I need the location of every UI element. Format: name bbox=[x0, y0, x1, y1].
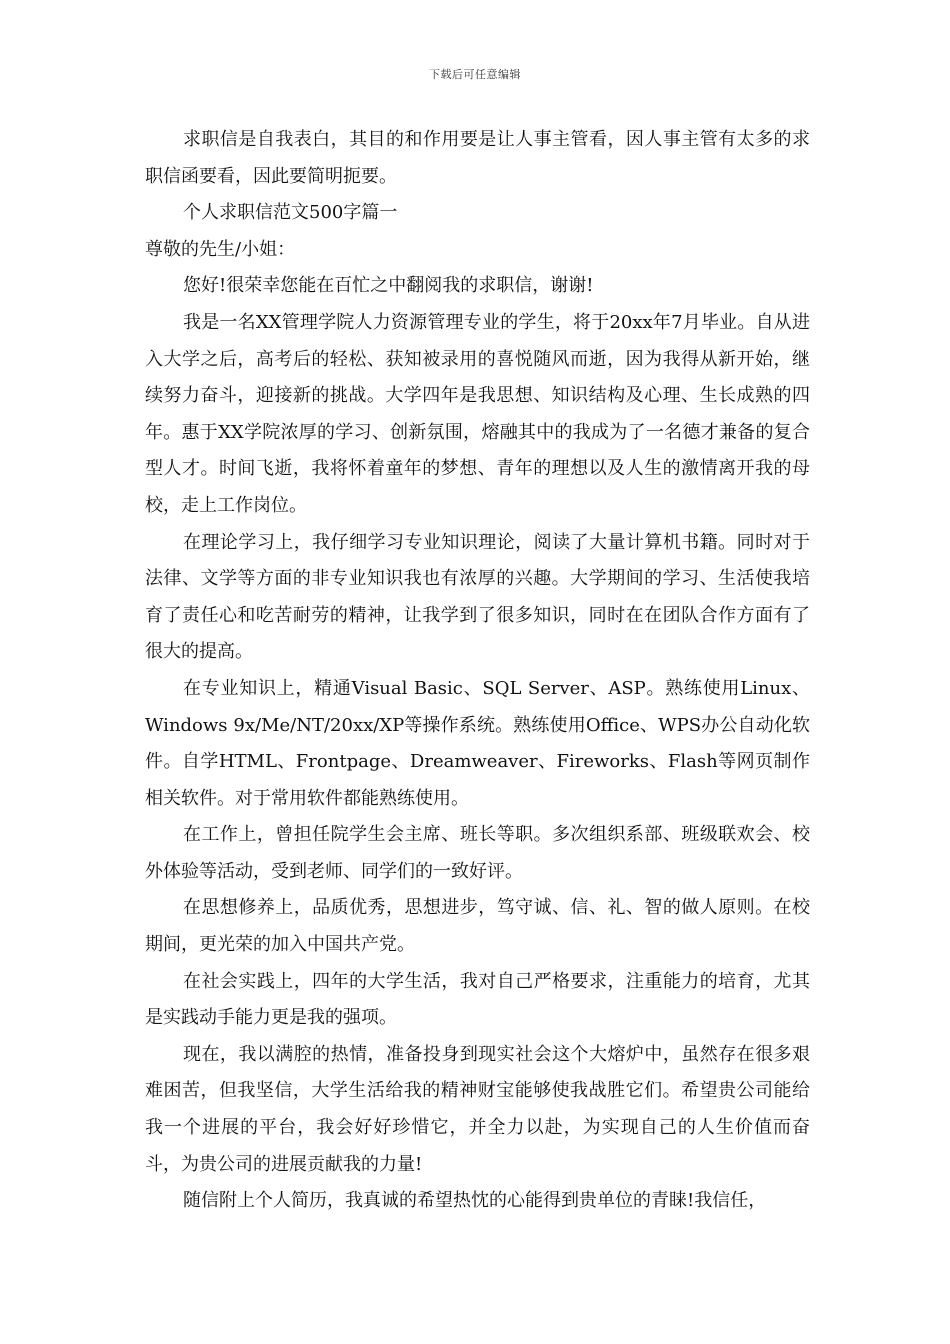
letter-body bbox=[145, 122, 810, 1220]
paragraph-self-intro: 我是一名XX管理学院人力资源管理专业的学生，将于20xx年7月毕业。自从进入大学之后，高考后的轻松、获知被录用的喜悦随风而逝，因为我得从新开始，继续努力奋斗，迎接新的挑战。大学四年是我思想、知识结构及心理、生长成熟的四年。惠于XX学院浓厚的学习、创新氛围，熔融其中的我成为了一名德才兼备的复合型人才。时间飞逝，我将怀着童年的梦想、青年的理想以及人生的激情离开我的母校，走上工作岗位。 bbox=[145, 311, 810, 516]
paragraph-intro: 求职信是自我表白，其目的和作用要是让人事主管看，因人事主管有太多的求职信函要看，因此要简明扼要。 bbox=[145, 129, 810, 187]
paragraph-title: 个人求职信范文500字篇一 bbox=[183, 202, 398, 224]
paragraph-professional-skills: 在专业知识上，精通Visual Basic、SQL Server、ASP。熟练使用Linux、Windows 9x/Me/NT/20xx/XP等操作系统。熟练使用Office、WPS办公自动化软件。自学HTML、Frontpage、Dreamweaver、Fireworks、Flash等网页制作相关软件。对于常用软件都能熟练使用。 bbox=[145, 677, 810, 809]
page-header-note: 下载后可任意编辑 bbox=[429, 68, 521, 81]
paragraph-work-experience: 在工作上，曾担任院学生会主席、班长等职。多次组织系部、班级联欢会、校外体验等活动，受到老师、同学们的一致好评。 bbox=[145, 824, 810, 882]
paragraph-aspiration: 现在，我以满腔的热情，准备投身到现实社会这个大熔炉中，虽然存在很多艰难困苦，但我坚信，大学生活给我的精神财宝能够使我战胜它们。希望贵公司能给我一个进展的平台，我会好好珍惜它，并全力以赴，为实现自己的人生价值而奋斗，为贵公司的进展贡献我的力量! bbox=[145, 1043, 810, 1175]
paragraph-ideology: 在思想修养上，品质优秀，思想进步，笃守诚、信、礼、智的做人原则。在校期间，更光荣的加入中国共产党。 bbox=[145, 897, 810, 956]
paragraph-salutation: 尊敬的先生/小姐： bbox=[145, 238, 296, 260]
paragraph-greeting: 您好!很荣幸您能在百忙之中翻阅我的求职信，谢谢! bbox=[183, 275, 594, 297]
paragraph-closing: 随信附上个人简历，我真诚的希望热忱的心能得到贵单位的青睐!我信任， bbox=[183, 1190, 767, 1212]
paragraph-theory-study: 在理论学习上，我仔细学习专业知识理论，阅读了大量计算机书籍。同时对于法律、文学等方面的非专业知识我也有浓厚的兴趣。大学期间的学习、生活使我培育了责任心和吃苦耐劳的精神，让我学到了很多知识，同时在在团队合作方面有了很大的提高。 bbox=[145, 531, 810, 663]
paragraph-social-practice: 在社会实践上，四年的大学生活，我对自己严格要求，注重能力的培育，尤其是实践动手能力更是我的强项。 bbox=[145, 970, 810, 1029]
